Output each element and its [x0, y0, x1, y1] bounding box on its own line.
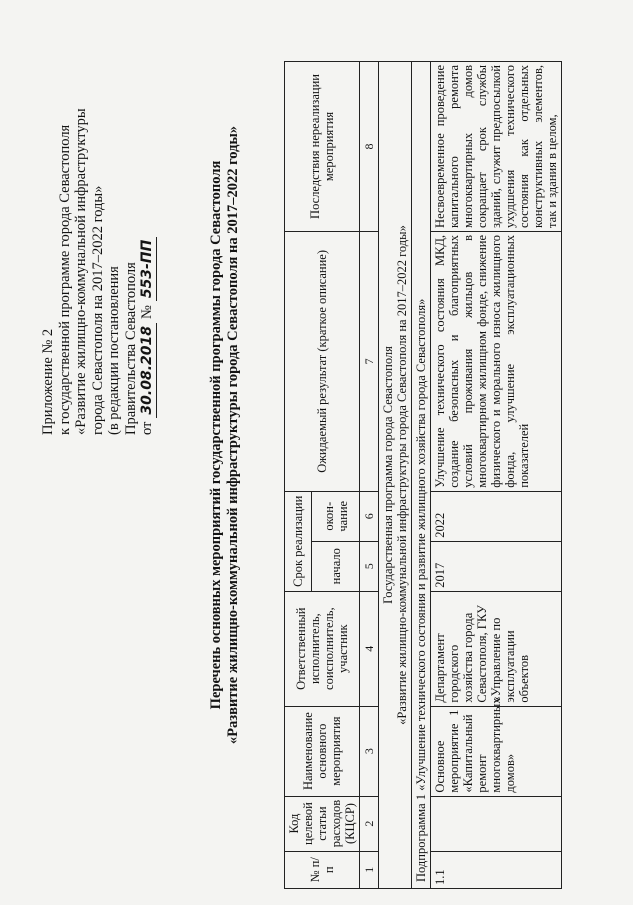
approval-line: (в редакции постановления: [106, 266, 122, 435]
program-row: [379, 62, 412, 889]
column-number: 7: [360, 231, 379, 491]
column-number-row: [360, 62, 379, 889]
column-number: 4: [360, 591, 379, 706]
handwritten-number: 553-ПП: [139, 237, 157, 301]
approval-block: [40, 35, 157, 435]
cell-kcsr: [431, 796, 562, 851]
approval-line: Правительства Севастополя: [122, 262, 139, 435]
header-row: [285, 62, 312, 889]
cell-num: 1.1: [431, 851, 562, 888]
title-line: Перечень основных мероприятий государственной программы города Севастополя: [208, 160, 224, 710]
measures-table: [284, 61, 562, 889]
header-kcsr: Код целевой статьи расходов (КЦСР): [285, 796, 360, 851]
subprogram-cell: Подпрограмма 1 «Улучшение технического состояния и развитие жилищного хозяйства города Севастополя»: [412, 62, 431, 889]
cell-start: 2017: [431, 541, 562, 591]
program-title: Государственная программа города Севастополя: [381, 346, 395, 604]
approval-line: к государственной программе города Севастополя: [56, 124, 73, 435]
column-number: 6: [360, 491, 379, 541]
table-row: [431, 62, 562, 889]
approval-date-line: [139, 35, 157, 435]
header-name: Наименование основного мероприятия: [285, 706, 360, 796]
handwritten-date: 30.08.2018: [139, 323, 157, 418]
column-number: 2: [360, 796, 379, 851]
cell-name: Основное мероприятие 1 «Капитальный ремонт многоквартирных домов»: [431, 706, 562, 796]
column-number: 8: [360, 62, 379, 232]
approval-line: Приложение № 2: [40, 328, 56, 435]
subprogram-row: [412, 62, 431, 889]
program-cell: [379, 62, 412, 889]
header-responsible: Ответственный исполнитель, соисполнитель, участник: [285, 591, 360, 706]
header-consequences: Последствия нереализации мероприятия: [285, 62, 360, 232]
header-end: окон- чание: [312, 491, 360, 541]
header-start: начало: [312, 541, 360, 591]
approval-line: города Севастополя на 2017–2022 годы»: [89, 185, 106, 435]
cell-end: 2022: [431, 491, 562, 541]
date-prefix: от: [139, 421, 155, 435]
cell-result: Улучшение технического состояния МКД, создание безопасных и благоприятных условий проживания жильцов в многоквартирном жилищном фонде, снижение физического и морального износа жилищного фонда, улучшение эксплуатационных показателей: [431, 231, 562, 491]
cell-consequences: Несвоевременное проведение капитального ремонта многоквартирных домов сокращает срок службы зданий, служит предпосылкой ухудшения технического состояния как отдельных конструктивных элементов, так и здания в целом,: [431, 62, 562, 232]
column-number: 1: [360, 851, 379, 888]
column-number: 3: [360, 706, 379, 796]
program-subtitle: «Развитие жилищно-коммунальной инфраструктуры города Севастополя на 2017–2022 годы»: [395, 225, 409, 725]
column-number: 5: [360, 541, 379, 591]
title-line: «Развитие жилищно-коммунальной инфраструктуры города Севастополя на 2017–2022 годы»: [225, 125, 241, 745]
cell-responsible: Департамент городского хозяйства города Севастополя, ГКУ «Управление по эксплуатации объектов: [431, 591, 562, 706]
header-period: Срок реализации: [285, 491, 312, 591]
number-prefix: №: [139, 305, 155, 320]
header-num: № п/п: [285, 851, 360, 888]
approval-line: «Развитие жилищно-коммунальной инфраструктуры: [73, 108, 89, 435]
document-title: [208, 55, 242, 815]
header-result: Ожидаемый результат (краткое описание): [285, 231, 360, 491]
